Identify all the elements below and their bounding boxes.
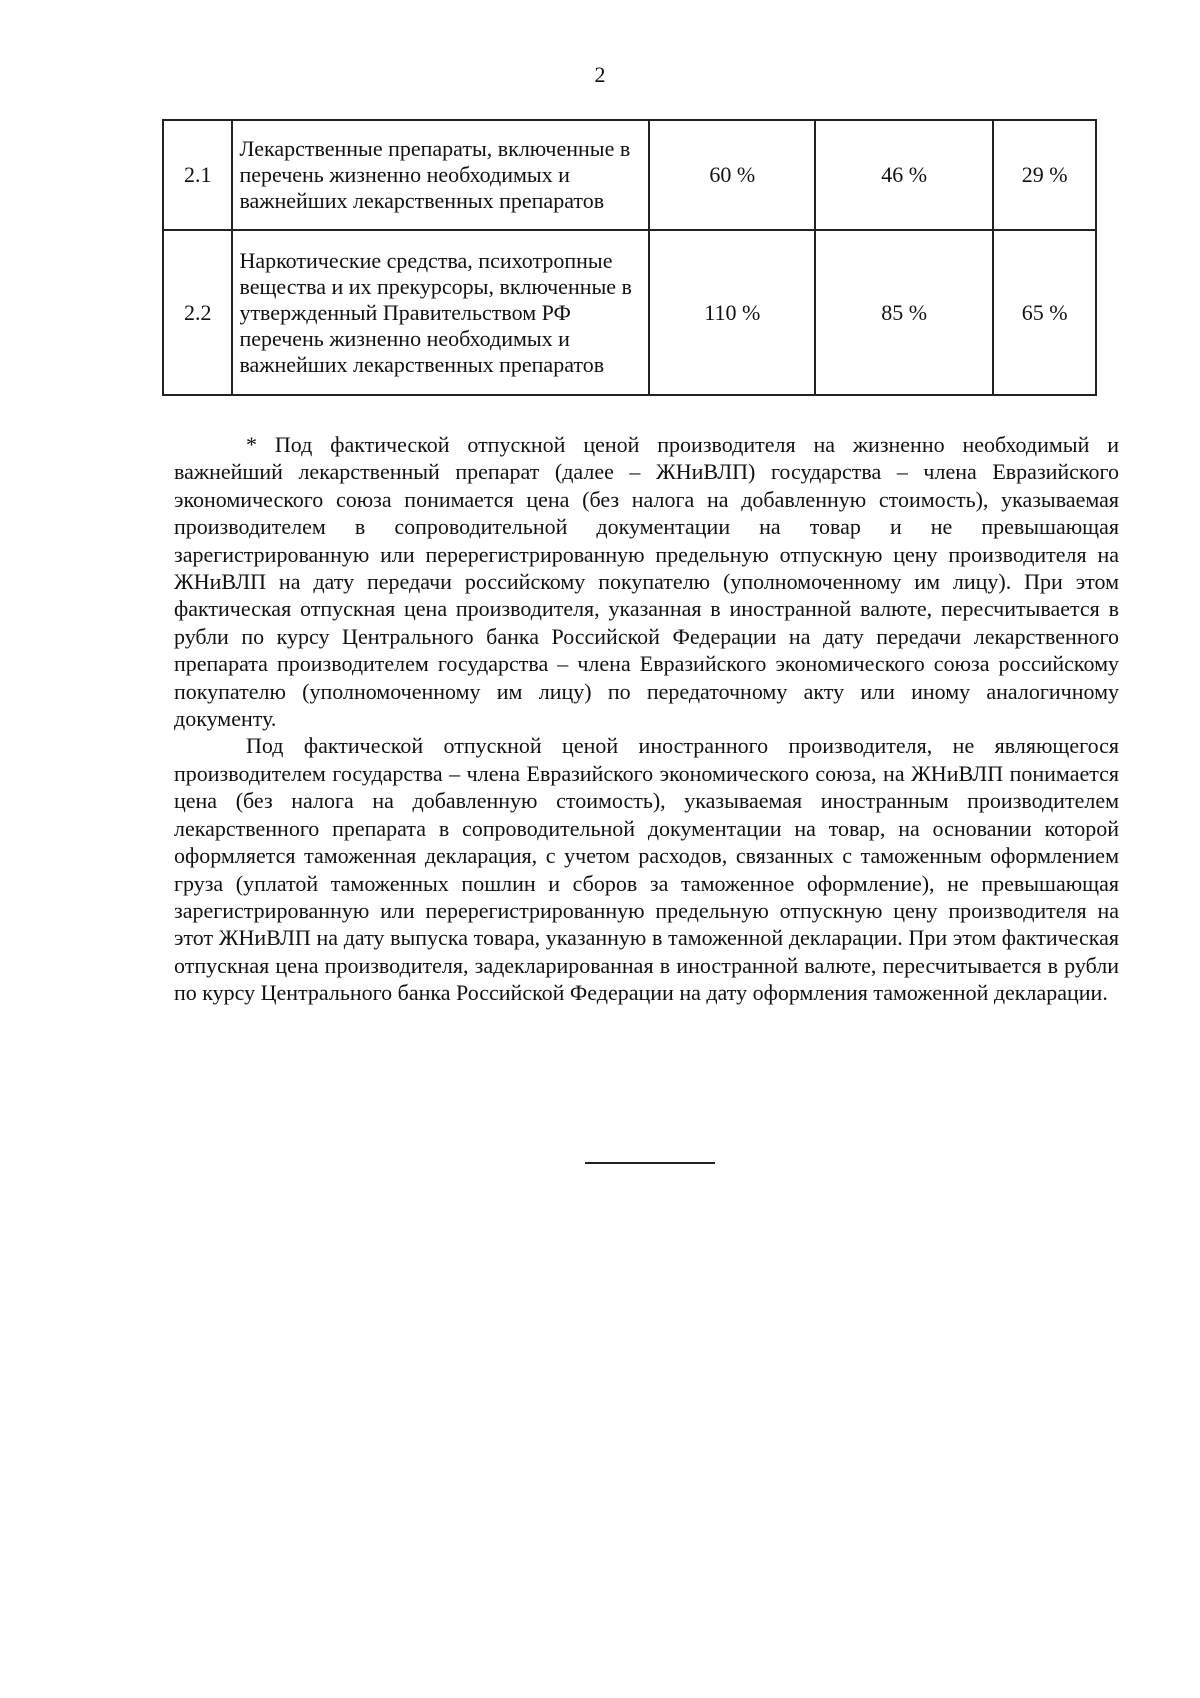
footnote-text [174, 431, 1119, 1007]
drug-category: Лекарственные препараты, включенные в перечень жизненно необходимых и важнейших лекарственных препаратов [232, 120, 649, 230]
row-number: 2.2 [163, 230, 232, 395]
footnote-paragraph: Под фактической отпускной ценой иностранного производителя, не являющегося производителем государства – члена Евразийского экономического союза, на ЖНиВЛП понимается цена (без налога на добавленную стоимость), указываемая иностранным производителем лекарственного препарата в сопроводительной документации на товар, на основании которой оформляется таможенная декларация, с учетом расходов, связанных с таможенным оформлением груза (уплатой таможенных пошлин и сборов за таможенное оформление), не превышающая зарегистрированную или перерегистрированную предельную отпускную цену производителя на этот ЖНиВЛП на дату выпуска товара, указанную в таможенной декларации. При этом фактическая отпускная цена производителя, задекларированная в иностранной валюте, пересчитывается в рубли по курсу Центрального банка Российской Федерации на дату оформления таможенной декларации. [174, 733, 1119, 1006]
markup-value: 110 % [649, 230, 815, 395]
page-number: 2 [594, 62, 606, 87]
markup-value: 29 % [993, 120, 1096, 230]
row-number: 2.1 [163, 120, 232, 230]
table-row [163, 230, 1096, 395]
table-row [163, 120, 1096, 230]
price-markup-table [162, 119, 1097, 396]
markup-value: 65 % [993, 230, 1096, 395]
markup-value: 85 % [815, 230, 993, 395]
drug-category: Наркотические средства, психотропные вещества и их прекурсоры, включенные в утвержденный Правительством РФ перечень жизненно необходимых и важнейших лекарственных препаратов [232, 230, 649, 395]
markup-value: 60 % [649, 120, 815, 230]
markup-value: 46 % [815, 120, 993, 230]
footnote-paragraph: * Под фактической отпускной ценой производителя на жизненно необходимый и важнейший лекарственный препарат (далее – ЖНиВЛП) государства – члена Евразийского экономического союза понимается цена (без налога на добавленную стоимость), указываемая производителем в сопроводительной документации на товар и не превышающая зарегистрированную или перерегистрированную предельную отпускную цену производителя на ЖНиВЛП на дату передачи российскому покупателю (уполномоченному им лицу). При этом фактическая отпускная цена производителя, указанная в иностранной валюте, пересчитывается в рубли по курсу Центрального банка Российской Федерации на дату передачи лекарственного препарата производителем государства – члена Евразийского экономического союза российскому покупателю (уполномоченному им лицу) по передаточному акту или иному аналогичному документу. [174, 432, 1119, 732]
end-of-document-rule [585, 1162, 715, 1164]
